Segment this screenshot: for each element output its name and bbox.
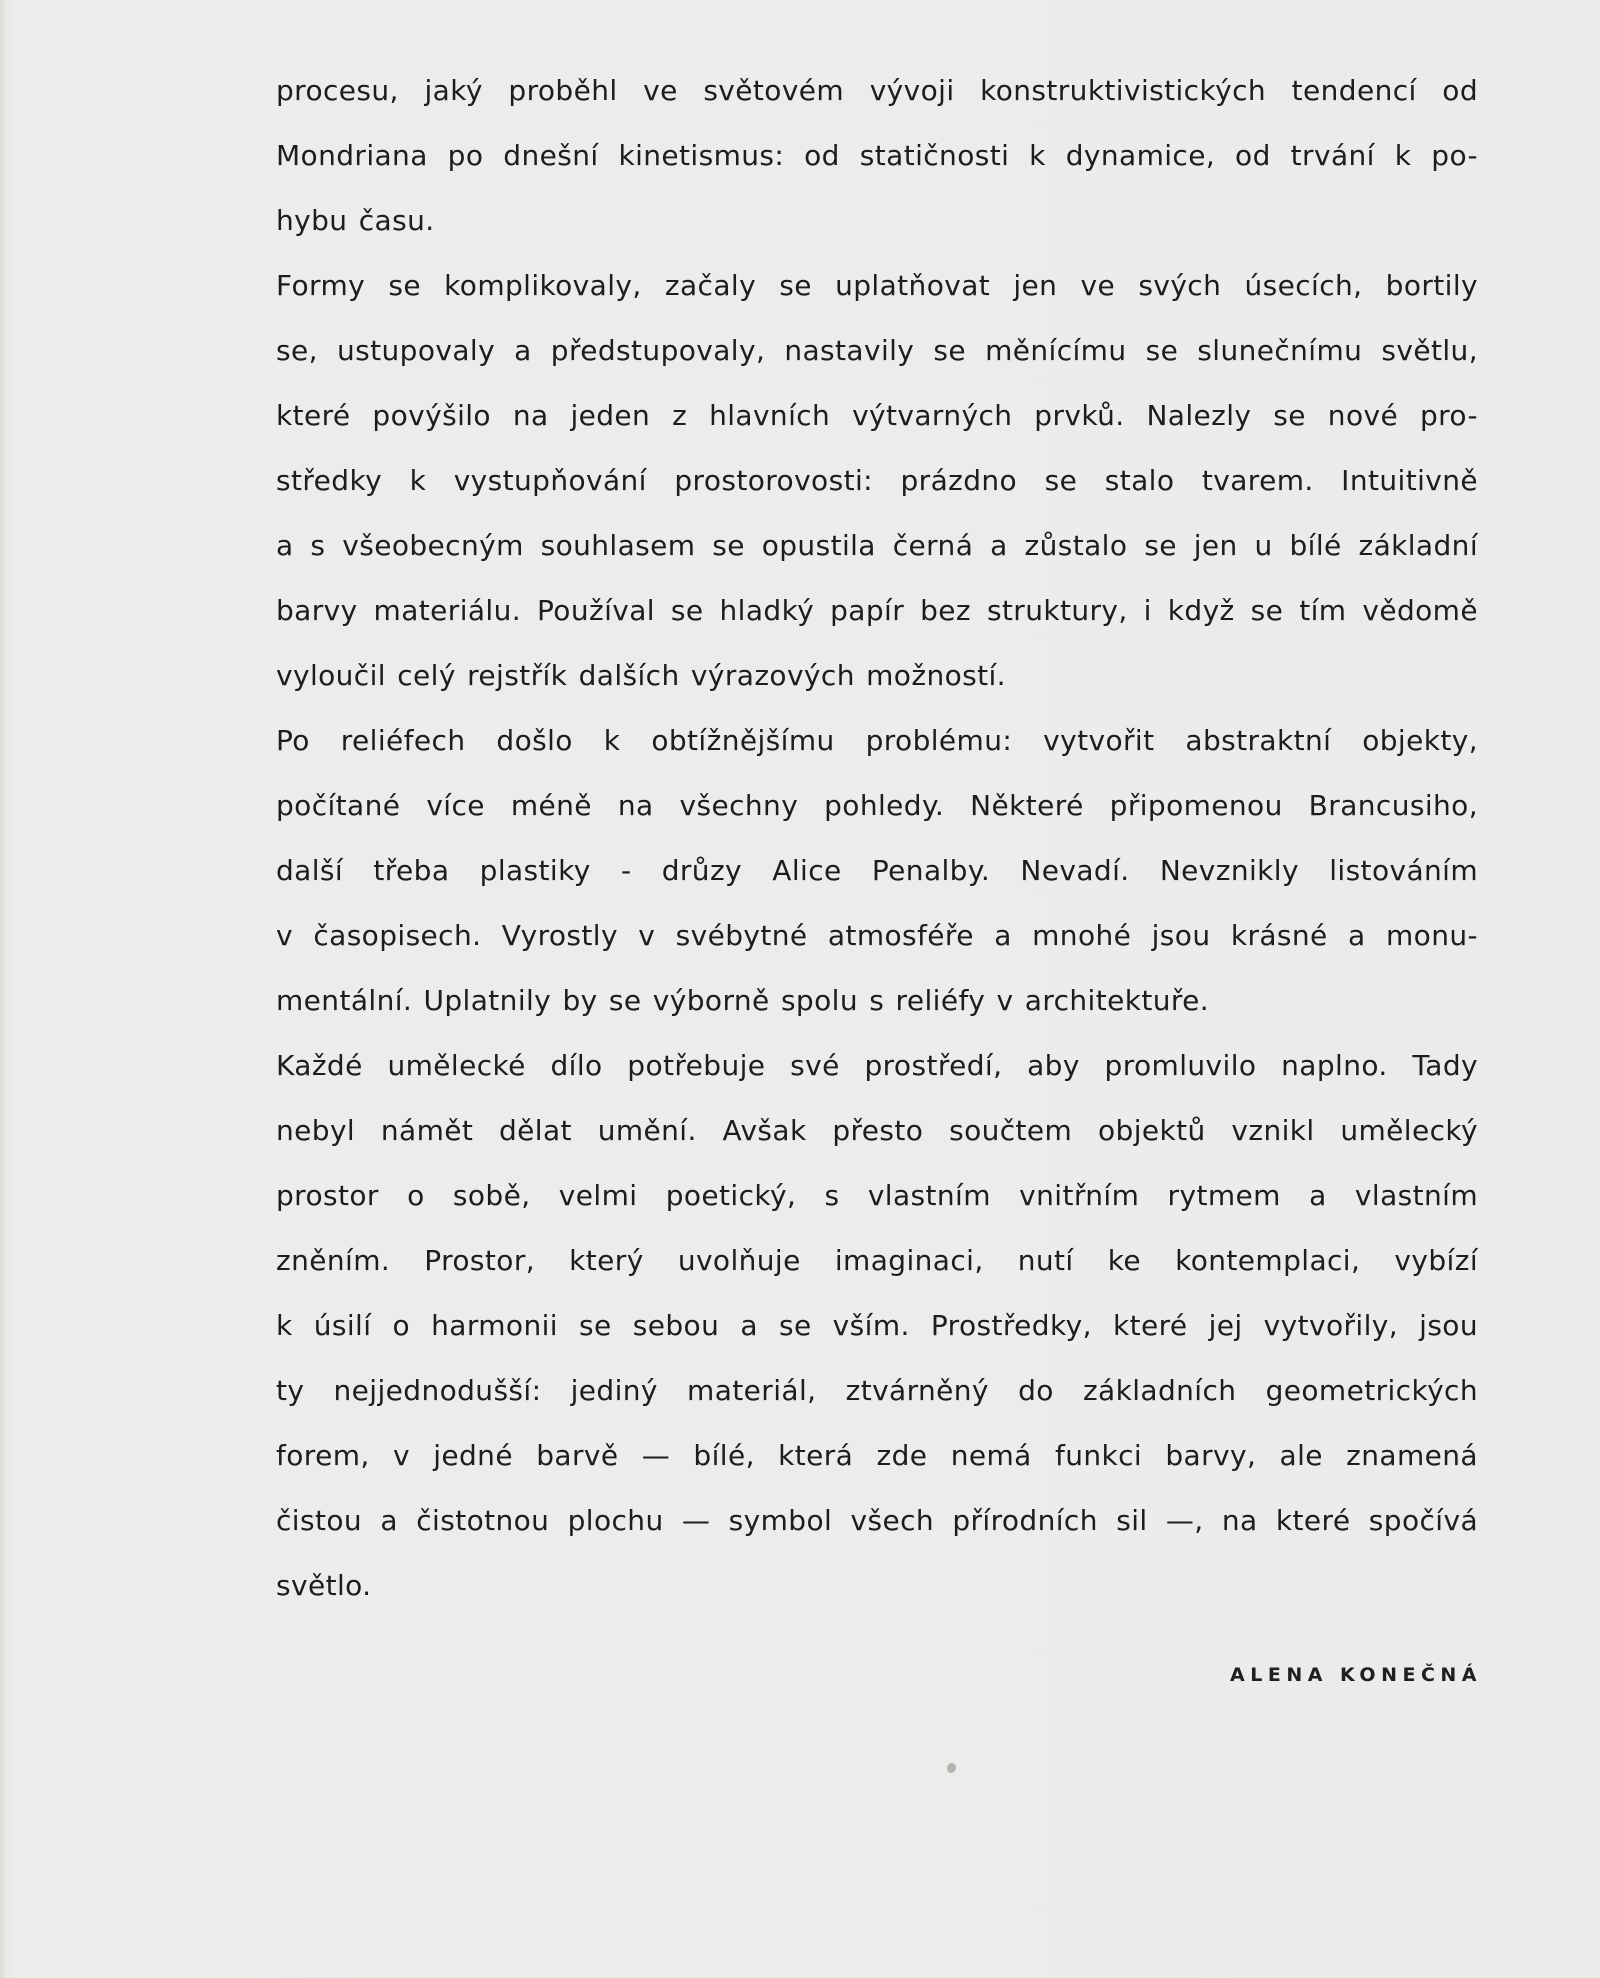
text-line: Po reliéfech došlo k obtížnějšímu problému: vytvořit abstraktní objekty, (276, 724, 1478, 757)
page-edge (0, 0, 6, 1978)
text-line: prostor o sobě, velmi poetický, s vlastním vnitřním rytmem a vlastním (276, 1179, 1478, 1212)
text-line: a s všeobecným souhlasem se opustila černá a zůstalo se jen u bílé základní (276, 529, 1478, 562)
text-line: světlo. (276, 1569, 372, 1602)
text-line: Formy se komplikovaly, začaly se uplatňovat jen ve svých úsecích, bortily (276, 269, 1478, 302)
print-speck (946, 1762, 958, 1774)
text-line: hybu času. (276, 204, 435, 237)
text-line: čistou a čistotnou plochu — symbol všech přírodních sil —, na které spočívá (276, 1504, 1478, 1537)
text-line: ty nejjednodušší: jediný materiál, ztvárněný do základních geometrických (276, 1374, 1478, 1407)
text-line: barvy materiálu. Používal se hladký papír bez struktury, i když se tím vědomě (276, 594, 1478, 627)
text-line: procesu, jaký proběhl ve světovém vývoji konstruktivistických tendencí od (276, 74, 1478, 107)
text-line: další třeba plastiky - drůzy Alice Penalby. Nevadí. Nevznikly listováním (276, 854, 1478, 887)
text-line: v časopisech. Vyrostly v svébytné atmosféře a mnohé jsou krásné a monu- (276, 919, 1478, 952)
text-line: forem, v jedné barvě — bílé, která zde nemá funkci barvy, ale znamená (276, 1439, 1478, 1472)
text-line: se, ustupovaly a předstupovaly, nastavily se měnícímu se slunečnímu světlu, (276, 334, 1478, 367)
author-signature: ALENA KONEČNÁ (1230, 1664, 1482, 1686)
text-line: nebyl námět dělat umění. Avšak přesto součtem objektů vznikl umělecký (276, 1114, 1478, 1147)
text-line: k úsilí o harmonii se sebou a se vším. Prostředky, které jej vytvořily, jsou (276, 1309, 1478, 1342)
text-line: Mondriana po dnešní kinetismus: od statičnosti k dynamice, od trvání k po- (276, 139, 1478, 172)
text-line: mentální. Uplatnily by se výborně spolu s reliéfy v architektuře. (276, 984, 1210, 1017)
text-line: které povýšilo na jeden z hlavních výtvarných prvků. Nalezly se nové pro- (276, 399, 1478, 432)
text-line: počítané více méně na všechny pohledy. Některé připomenou Brancusiho, (276, 789, 1478, 822)
article-body (276, 62, 1478, 1622)
text-line: vyloučil celý rejstřík dalších výrazových možností. (276, 659, 1006, 692)
text-line: středky k vystupňování prostorovosti: prázdno se stalo tvarem. Intuitivně (276, 464, 1478, 497)
text-line: zněním. Prostor, který uvolňuje imaginaci, nutí ke kontemplaci, vybízí (276, 1244, 1478, 1277)
text-line: Každé umělecké dílo potřebuje své prostředí, aby promluvilo naplno. Tady (276, 1049, 1478, 1082)
